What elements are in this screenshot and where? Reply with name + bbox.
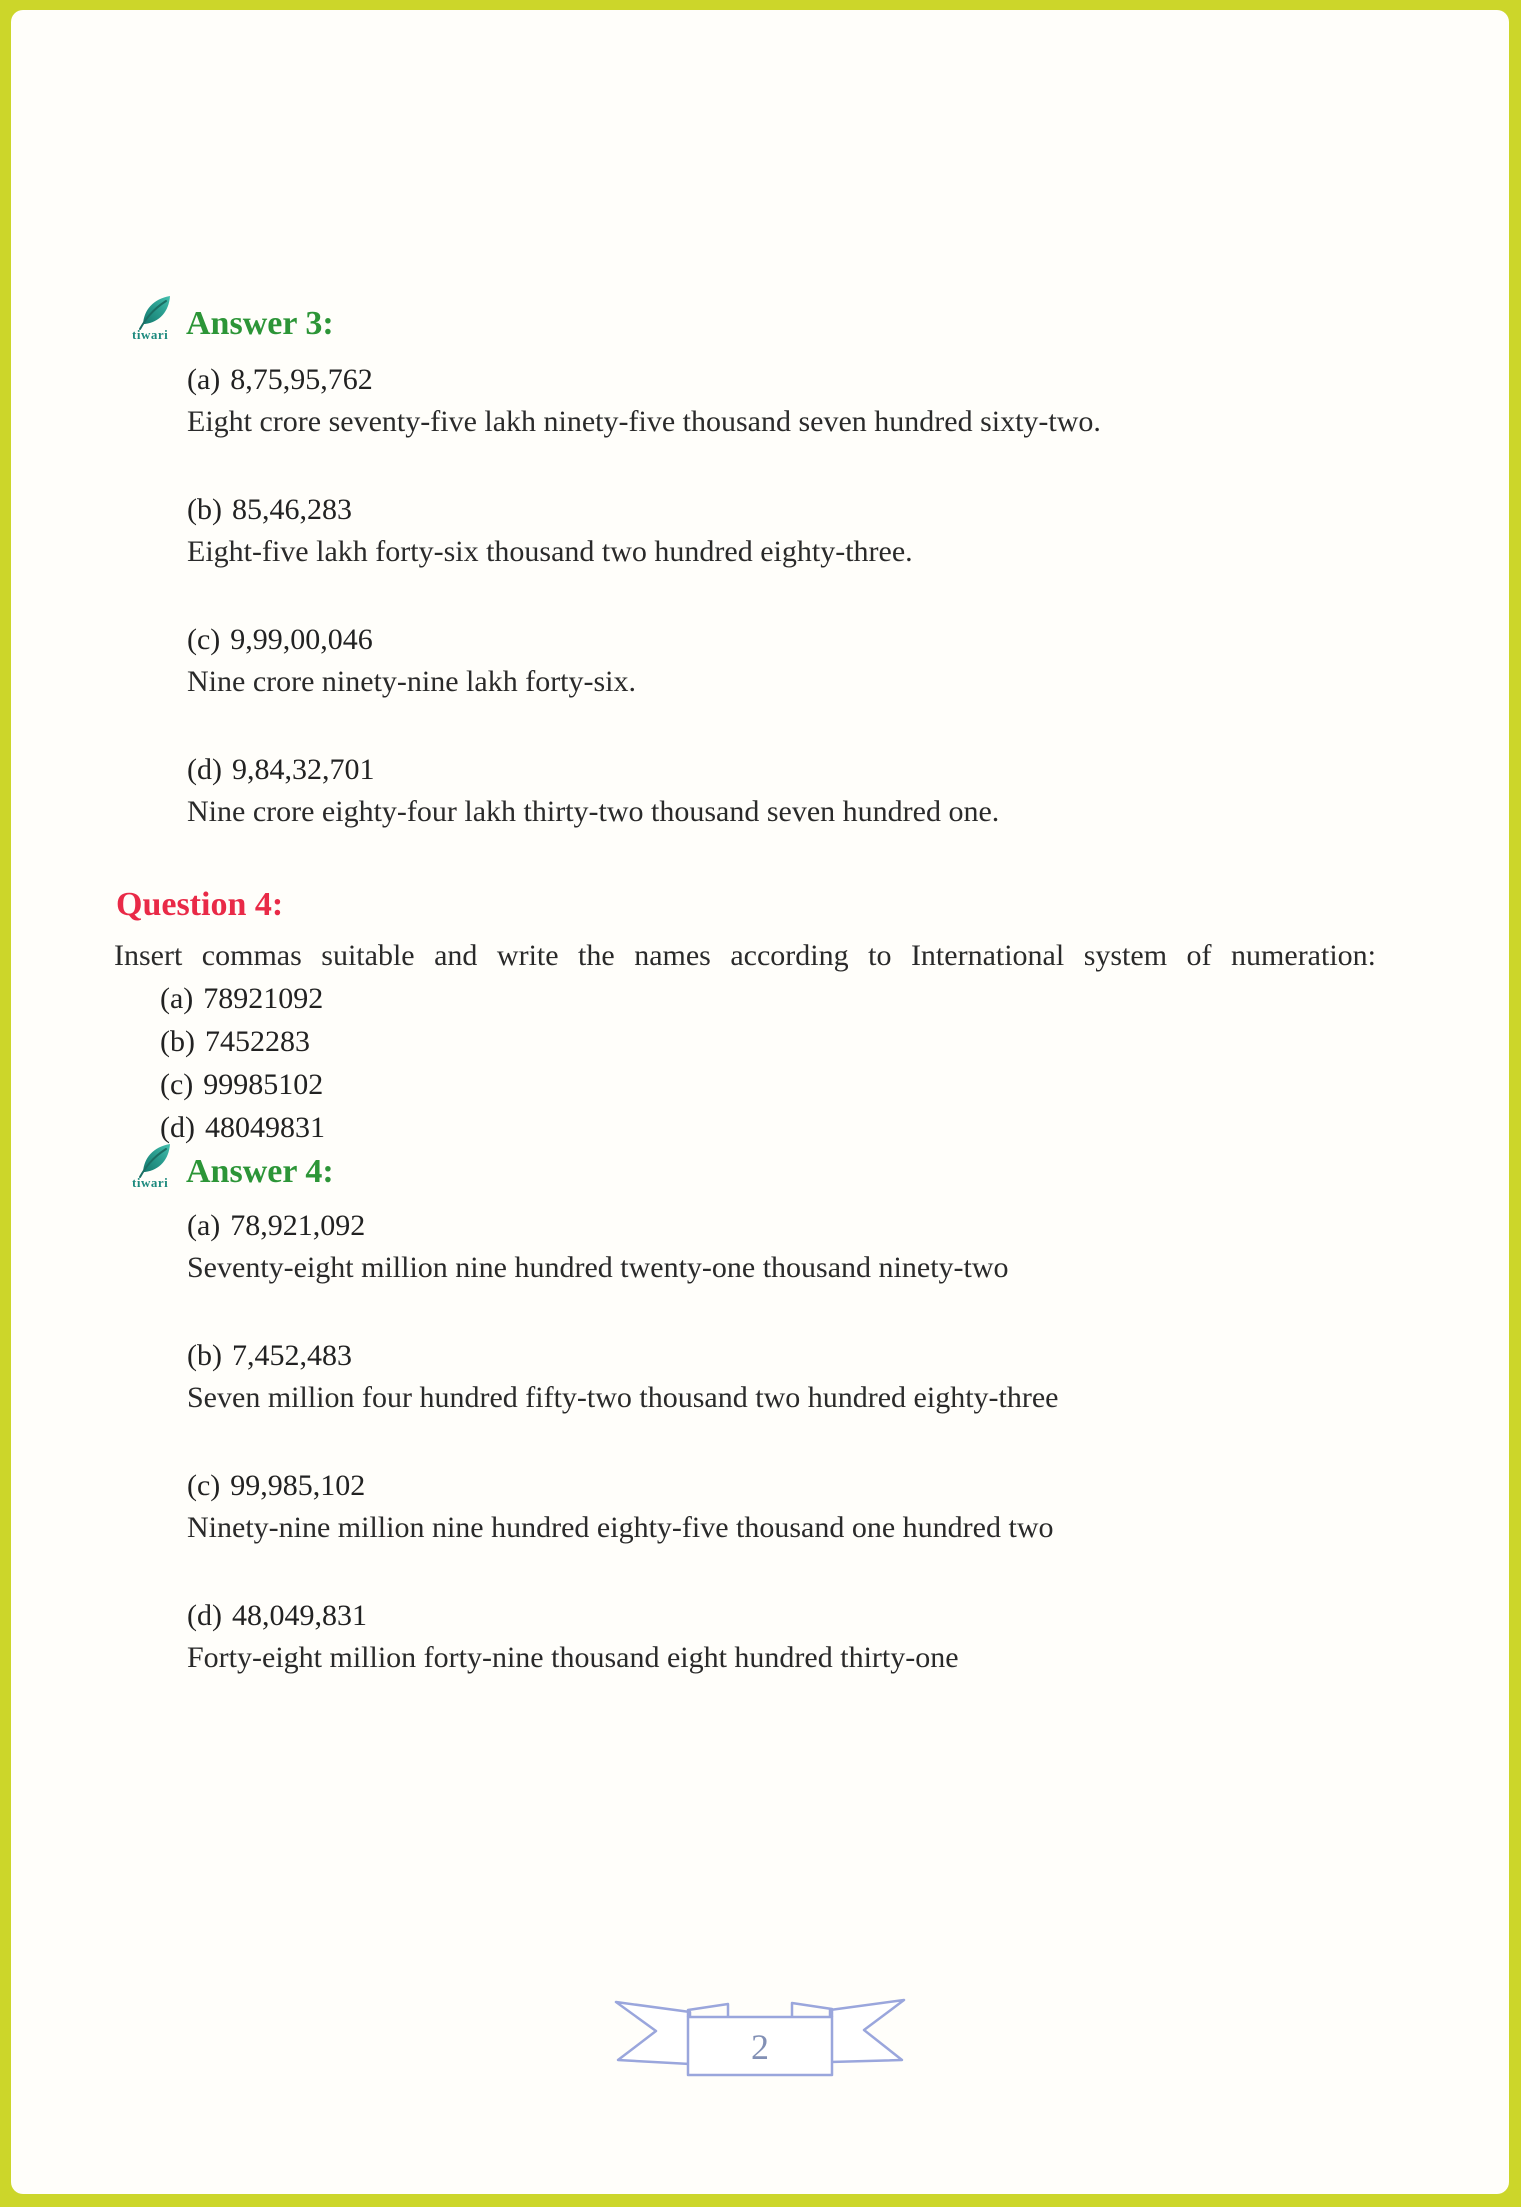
answer-item-d bbox=[114, 749, 1425, 833]
tiwari-leaf-logo-icon bbox=[132, 1145, 178, 1193]
item-label: (a) bbox=[187, 363, 221, 396]
item-number: 48049831 bbox=[204, 1111, 325, 1144]
item-label: (c) bbox=[187, 623, 221, 656]
answer-item-a bbox=[114, 1205, 1425, 1289]
item-label: (b) bbox=[187, 493, 222, 526]
item-label: (b) bbox=[187, 1339, 222, 1372]
item-label: (d) bbox=[160, 1111, 195, 1144]
answer-item-b bbox=[114, 1335, 1425, 1419]
document-page bbox=[11, 10, 1509, 2194]
item-label: (a) bbox=[160, 982, 194, 1015]
item-label: (d) bbox=[187, 1599, 222, 1632]
answer-name-line: Eight crore seventy-five lakh ninety-five thousand seven hundred sixty-two. bbox=[187, 405, 1101, 438]
question-item-c bbox=[114, 1063, 1425, 1106]
item-number: 9,99,00,046 bbox=[230, 623, 373, 656]
item-label: (b) bbox=[160, 1025, 195, 1058]
answer-name-line: Seven million four hundred fifty-two thousand two hundred eighty-three bbox=[187, 1381, 1059, 1414]
item-number: 99,985,102 bbox=[230, 1469, 366, 1502]
question-item-d bbox=[114, 1106, 1425, 1149]
answer-name-line: Seventy-eight million nine hundred twenty-one thousand ninety-two bbox=[187, 1251, 1009, 1284]
item-number: 8,75,95,762 bbox=[230, 363, 373, 396]
page-number-ribbon bbox=[608, 1990, 912, 2082]
leaf-icon bbox=[136, 1141, 176, 1179]
ribbon-banner-icon bbox=[608, 1990, 912, 2082]
tiwari-leaf-logo-icon bbox=[132, 297, 178, 345]
answer-name-line: Nine crore ninety-nine lakh forty-six. bbox=[187, 665, 637, 698]
answer-item-c bbox=[114, 619, 1425, 703]
item-number: 78921092 bbox=[203, 982, 324, 1015]
answer-name-line: Forty-eight million forty-nine thousand eight hundred thirty-one bbox=[187, 1641, 959, 1674]
answer-3-items bbox=[114, 359, 1425, 833]
answer-item-c bbox=[114, 1465, 1425, 1549]
answer-4-items bbox=[114, 1205, 1425, 1679]
logo-text: tiwari bbox=[132, 327, 169, 342]
answer-3-section bbox=[114, 301, 1425, 833]
item-number: 7452283 bbox=[204, 1025, 310, 1058]
item-number: 85,46,283 bbox=[231, 493, 352, 526]
answer-name-line: Ninety-nine million nine hundred eighty-five thousand one hundred two bbox=[187, 1511, 1054, 1544]
answer-number-line bbox=[187, 359, 1425, 401]
answer-item-a bbox=[114, 359, 1425, 443]
answer-number-line bbox=[187, 619, 1425, 661]
item-number: 9,84,32,701 bbox=[231, 753, 375, 786]
item-number: 48,049,831 bbox=[231, 1599, 367, 1632]
answer-4-title: Answer 4: bbox=[186, 1153, 334, 1190]
question-item-a bbox=[114, 977, 1425, 1020]
question-4-heading: Question 4: bbox=[116, 886, 284, 923]
answer-number-line bbox=[187, 749, 1425, 791]
question-4-items bbox=[114, 977, 1425, 1149]
item-label: (d) bbox=[187, 753, 222, 786]
leaf-icon bbox=[136, 293, 176, 331]
page-content bbox=[114, 10, 1425, 1725]
answer-item-d bbox=[114, 1595, 1425, 1679]
question-4-section bbox=[114, 885, 1425, 1149]
answer-number-line bbox=[187, 1465, 1425, 1507]
answer-name-line: Eight-five lakh forty-six thousand two hundred eighty-three. bbox=[187, 535, 913, 568]
answer-item-b bbox=[114, 489, 1425, 573]
question-item-b bbox=[114, 1020, 1425, 1063]
item-label: (a) bbox=[187, 1209, 221, 1242]
item-number: 99985102 bbox=[203, 1068, 324, 1101]
page-number: 2 bbox=[751, 2027, 769, 2067]
answer-4-heading bbox=[132, 1149, 1425, 1193]
answer-number-line bbox=[187, 1205, 1425, 1247]
answer-number-line bbox=[187, 1595, 1425, 1637]
item-number: 78,921,092 bbox=[230, 1209, 366, 1242]
answer-number-line bbox=[187, 1335, 1425, 1377]
answer-number-line bbox=[187, 489, 1425, 531]
answer-3-heading bbox=[132, 301, 1425, 345]
question-4-body: Insert commas suitable and write the names according to International system of numeration: bbox=[114, 939, 1376, 972]
logo-text: tiwari bbox=[132, 1175, 169, 1190]
item-label: (c) bbox=[160, 1068, 194, 1101]
answer-3-title: Answer 3: bbox=[186, 305, 334, 342]
item-label: (c) bbox=[187, 1469, 221, 1502]
item-number: 7,452,483 bbox=[231, 1339, 352, 1372]
answer-4-section bbox=[114, 1149, 1425, 1679]
answer-name-line: Nine crore eighty-four lakh thirty-two thousand seven hundred one. bbox=[187, 795, 1000, 828]
